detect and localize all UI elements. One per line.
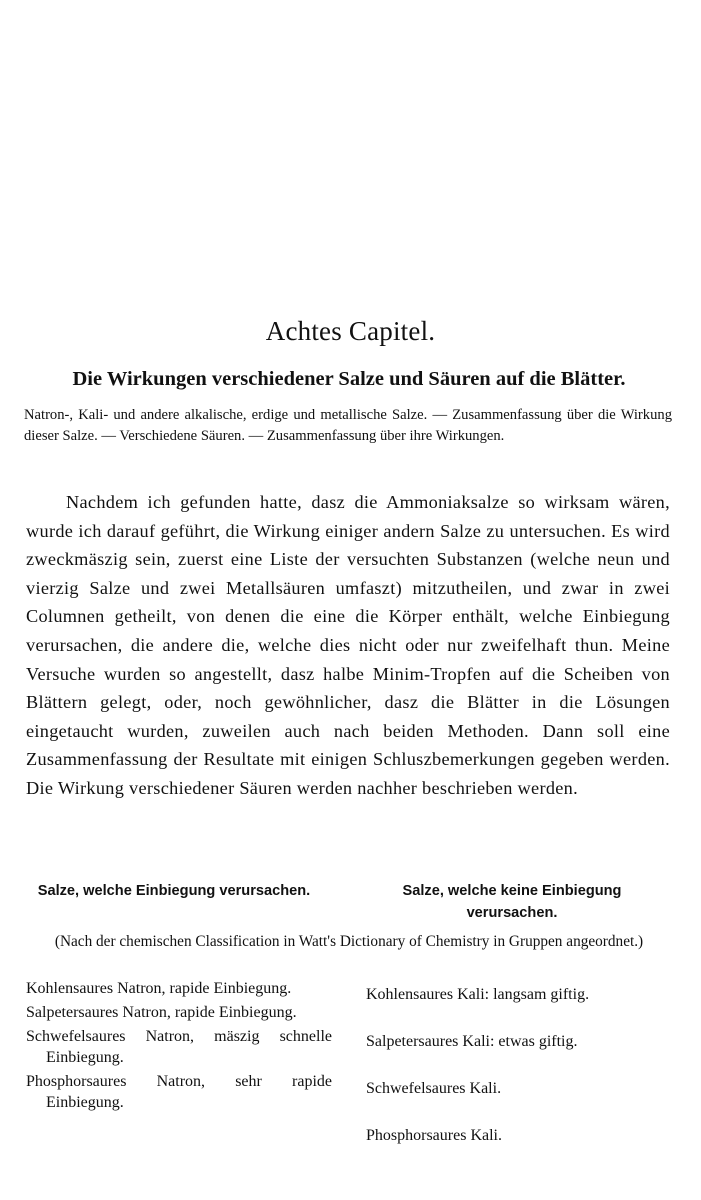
left-column-header: Salze, welche Einbiegung verursachen. (37, 883, 311, 899)
non-inflection-salts-list (366, 978, 676, 1166)
chapter-heading: Die Wirkungen verschiedener Salze und Säuren auf die Blätter. (72, 368, 626, 390)
list-item: Salpetersaures Natron, rapide Einbiegung. (26, 1004, 297, 1021)
list-item: Kohlensaures Kali: langsam giftig. (366, 986, 590, 1003)
classification-note: (Nach der chemischen Classification in Watt's Dictionary of Chemistry in Gruppen angeordnet.) (54, 933, 644, 950)
inflection-salts-list (26, 978, 332, 1116)
list-item: Kohlensaures Natron, rapide Einbiegung. (26, 980, 292, 997)
right-column-header: Salze, welche keine Einbiegung verursachen. (402, 883, 622, 921)
chapter-title: Achtes Capitel. (265, 316, 436, 346)
list-item: Salpetersaures Kali: etwas giftig. (366, 1033, 578, 1050)
list-item: Schwefelsaures Kali. (366, 1080, 502, 1097)
list-item: Schwefelsaures Natron, mäszig schnelle Einbiegung. (26, 1028, 332, 1066)
body-paragraph: Nachdem ich gefunden hatte, dasz die Ammoniaksalze so wirksam wären, wurde ich darauf geführt, die Wirkung einiger andern Salze zu untersuchen. Es wird zweckmäszig sein, zuerst eine Liste der versuchten Substanzen (welche neun und vierzig Salze und zwei Metallsäuren umfaszt) mitzutheilen, und zwar in zwei Columnen getheilt, von denen die eine die Körper enthält, welche Einbiegung verursachen, die andere die, welche dies nicht oder nur zweifelhaft thun. Meine Versuche wurden so angestellt, dasz halbe Minim-Tropfen auf die Scheiben von Blättern gelegt, oder, noch gewöhnlicher, dasz die Blätter in die Lösungen eingetaucht wurden, zuweilen auch nach beiden Methoden. Dann soll eine Zusammenfassung der Resultate mit einigen Schluszbemerkungen gegeben werden. Die Wirkung verschiedener Säuren werden nachher beschrieben werden. (26, 492, 670, 798)
chapter-summary: Natron-, Kali- und andere alkalische, erdige und metallische Salze. — Zusammenfassung über die Wirkung dieser Salze. — Verschiedene Säuren. — Zusammenfassung über ihre Wirkungen. (24, 407, 672, 444)
list-item: Phosphorsaures Natron, sehr rapide Einbiegung. (26, 1073, 332, 1111)
list-item: Phosphorsaures Kali. (366, 1127, 502, 1144)
